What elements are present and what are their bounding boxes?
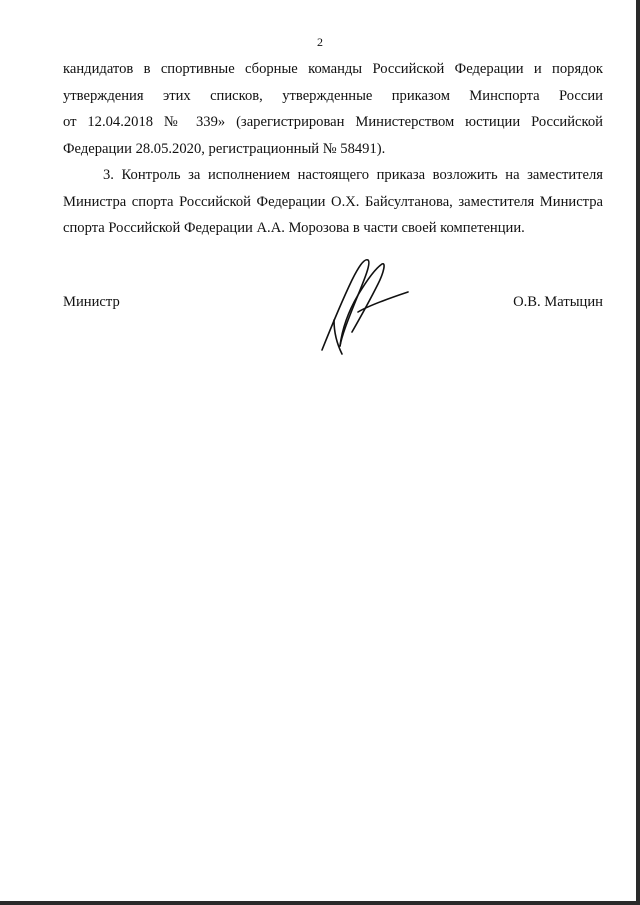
text-line: утверждения этих списков, утвержденные приказом Минспорта России (63, 87, 603, 104)
text-line: 3. Контроль за исполнением настоящего приказа возложить на заместителя (103, 167, 603, 183)
page-number: 2 (317, 35, 323, 49)
paragraph-continuation (63, 56, 603, 162)
text-line: от 12.04.2018 № 339» (зарегистрирован Министерством юстиции Российской (63, 114, 603, 130)
signatory-name: О.В. Матыцин (513, 294, 603, 310)
text-line: кандидатов в спортивные сборные команды Российской Федерации и порядок (63, 61, 603, 77)
signatory-title: Министр (63, 294, 120, 310)
handwritten-signature-icon (312, 250, 422, 360)
paragraph-item-3 (63, 162, 603, 242)
text-line: Министра спорта Российской Федерации О.Х. Байсултанова, заместителя Министра (63, 193, 603, 210)
text-line: спорта Российской Федерации А.А. Морозова в части своей компетенции. (63, 220, 525, 236)
document-body (63, 56, 603, 242)
text-line: Федерации 28.05.2020, регистрационный № 58491). (63, 140, 386, 157)
